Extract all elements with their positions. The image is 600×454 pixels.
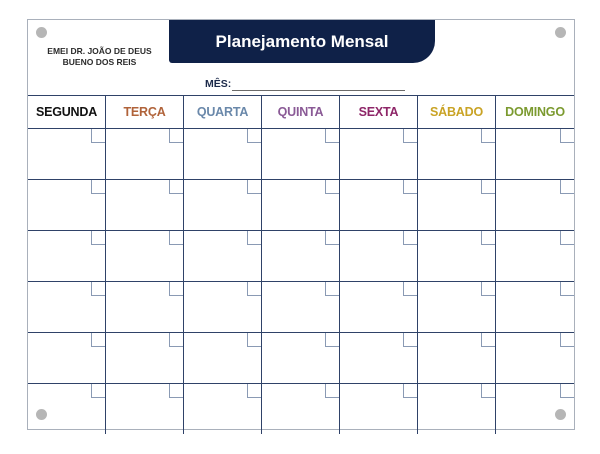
weekday-header bbox=[496, 96, 574, 128]
weekday-header bbox=[418, 96, 496, 128]
day-cell[interactable] bbox=[496, 333, 574, 383]
calendar-grid bbox=[28, 95, 574, 434]
date-number-box[interactable] bbox=[481, 282, 495, 296]
day-cell[interactable] bbox=[496, 129, 574, 179]
month-input-line[interactable] bbox=[232, 90, 405, 91]
date-number-box[interactable] bbox=[325, 384, 339, 398]
screw-icon bbox=[36, 27, 47, 38]
date-number-box[interactable] bbox=[169, 180, 183, 194]
date-number-box[interactable] bbox=[91, 231, 105, 245]
monthly-planner-board bbox=[27, 19, 575, 430]
date-number-box[interactable] bbox=[169, 333, 183, 347]
week-row bbox=[28, 333, 574, 384]
day-cell[interactable] bbox=[418, 129, 496, 179]
day-cell[interactable] bbox=[496, 384, 574, 434]
weekday-label: SÁBADO bbox=[430, 105, 483, 119]
date-number-box[interactable] bbox=[91, 282, 105, 296]
day-cell[interactable] bbox=[28, 180, 106, 230]
date-number-box[interactable] bbox=[481, 129, 495, 143]
date-number-box[interactable] bbox=[481, 333, 495, 347]
title-banner bbox=[169, 20, 435, 63]
date-number-box[interactable] bbox=[403, 282, 417, 296]
day-cell[interactable] bbox=[28, 282, 106, 332]
date-number-box[interactable] bbox=[91, 384, 105, 398]
date-number-box[interactable] bbox=[247, 282, 261, 296]
day-cell[interactable] bbox=[340, 282, 418, 332]
date-number-box[interactable] bbox=[403, 333, 417, 347]
week-row bbox=[28, 129, 574, 180]
day-cell[interactable] bbox=[418, 180, 496, 230]
day-cell[interactable] bbox=[106, 333, 184, 383]
day-cell[interactable] bbox=[262, 129, 340, 179]
week-row bbox=[28, 384, 574, 434]
day-cell[interactable] bbox=[28, 384, 106, 434]
day-cell[interactable] bbox=[106, 282, 184, 332]
weekday-header bbox=[184, 96, 262, 128]
month-label: MÊS: bbox=[205, 78, 232, 90]
day-cell[interactable] bbox=[418, 282, 496, 332]
day-cell[interactable] bbox=[340, 180, 418, 230]
school-name bbox=[32, 46, 167, 68]
weekday-label: SEGUNDA bbox=[35, 105, 98, 119]
day-cell[interactable] bbox=[496, 180, 574, 230]
date-number-box[interactable] bbox=[91, 333, 105, 347]
date-number-box[interactable] bbox=[169, 231, 183, 245]
date-number-box[interactable] bbox=[560, 231, 574, 245]
date-number-box[interactable] bbox=[560, 129, 574, 143]
date-number-box[interactable] bbox=[247, 333, 261, 347]
date-number-box[interactable] bbox=[91, 180, 105, 194]
date-number-box[interactable] bbox=[560, 180, 574, 194]
date-number-box[interactable] bbox=[247, 129, 261, 143]
date-number-box[interactable] bbox=[325, 333, 339, 347]
week-row bbox=[28, 282, 574, 333]
day-cell[interactable] bbox=[106, 129, 184, 179]
date-number-box[interactable] bbox=[247, 180, 261, 194]
date-number-box[interactable] bbox=[560, 384, 574, 398]
day-cell[interactable] bbox=[496, 282, 574, 332]
date-number-box[interactable] bbox=[403, 384, 417, 398]
day-cell[interactable] bbox=[340, 333, 418, 383]
date-number-box[interactable] bbox=[325, 231, 339, 245]
date-number-box[interactable] bbox=[169, 384, 183, 398]
weekday-label: SEXTA bbox=[358, 105, 399, 119]
screw-icon bbox=[555, 27, 566, 38]
day-cell[interactable] bbox=[418, 333, 496, 383]
weekday-label: QUINTA bbox=[277, 105, 324, 119]
date-number-box[interactable] bbox=[325, 180, 339, 194]
day-cell[interactable] bbox=[106, 231, 184, 281]
date-number-box[interactable] bbox=[560, 333, 574, 347]
date-number-box[interactable] bbox=[325, 129, 339, 143]
date-number-box[interactable] bbox=[169, 282, 183, 296]
day-cell[interactable] bbox=[262, 333, 340, 383]
day-cell[interactable] bbox=[184, 180, 262, 230]
page-title: Planejamento Mensal bbox=[215, 32, 389, 51]
day-cell[interactable] bbox=[184, 384, 262, 434]
date-number-box[interactable] bbox=[247, 384, 261, 398]
school-name-line1: EMEI DR. JOÃO DE DEUS bbox=[47, 46, 152, 56]
day-cell[interactable] bbox=[340, 384, 418, 434]
date-number-box[interactable] bbox=[325, 282, 339, 296]
date-number-box[interactable] bbox=[560, 282, 574, 296]
weekday-header-row bbox=[28, 96, 574, 129]
day-cell[interactable] bbox=[496, 231, 574, 281]
date-number-box[interactable] bbox=[481, 231, 495, 245]
day-cell[interactable] bbox=[28, 333, 106, 383]
week-row bbox=[28, 231, 574, 282]
day-cell[interactable] bbox=[28, 129, 106, 179]
weekday-label: QUARTA bbox=[196, 105, 249, 119]
day-cell[interactable] bbox=[184, 129, 262, 179]
day-cell[interactable] bbox=[184, 333, 262, 383]
day-cell[interactable] bbox=[262, 282, 340, 332]
day-cell[interactable] bbox=[340, 129, 418, 179]
date-number-box[interactable] bbox=[403, 231, 417, 245]
date-number-box[interactable] bbox=[247, 231, 261, 245]
weekday-header bbox=[28, 96, 106, 128]
date-number-box[interactable] bbox=[169, 129, 183, 143]
weekday-header bbox=[340, 96, 418, 128]
date-number-box[interactable] bbox=[403, 129, 417, 143]
weekday-header bbox=[106, 96, 184, 128]
date-number-box[interactable] bbox=[481, 384, 495, 398]
weekday-header bbox=[262, 96, 340, 128]
day-cell[interactable] bbox=[418, 231, 496, 281]
day-cell[interactable] bbox=[262, 180, 340, 230]
school-name-line2: BUENO DOS REIS bbox=[62, 57, 137, 67]
week-rows bbox=[28, 129, 574, 434]
day-cell[interactable] bbox=[28, 231, 106, 281]
date-number-box[interactable] bbox=[403, 180, 417, 194]
day-cell[interactable] bbox=[106, 180, 184, 230]
date-number-box[interactable] bbox=[91, 129, 105, 143]
weekday-label: TERÇA bbox=[123, 105, 166, 119]
date-number-box[interactable] bbox=[481, 180, 495, 194]
day-cell[interactable] bbox=[184, 282, 262, 332]
week-row bbox=[28, 180, 574, 231]
weekday-label: DOMINGO bbox=[505, 105, 565, 119]
day-cell[interactable] bbox=[418, 384, 496, 434]
day-cell[interactable] bbox=[262, 384, 340, 434]
day-cell[interactable] bbox=[340, 231, 418, 281]
day-cell[interactable] bbox=[106, 384, 184, 434]
day-cell[interactable] bbox=[184, 231, 262, 281]
day-cell[interactable] bbox=[262, 231, 340, 281]
